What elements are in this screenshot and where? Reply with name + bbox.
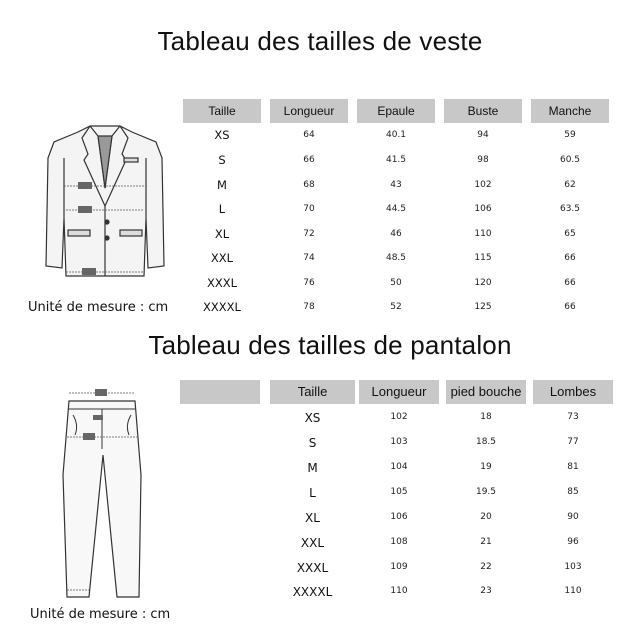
jacket-longueur-cell: 70 — [303, 204, 315, 214]
pants-pied-bouche-cell: 21 — [480, 537, 492, 547]
pants-lombes-cell: 77 — [567, 437, 579, 447]
jacket-epaule-cell: 41.5 — [385, 155, 407, 165]
jacket-buste-cell: 94 — [477, 130, 489, 140]
jacket-manche-cell: 59 — [564, 130, 576, 140]
pants-size-cell: XXXXL — [292, 585, 333, 599]
jacket-longueur-cell: 66 — [303, 155, 315, 165]
jacket-manche-cell: 62 — [564, 180, 576, 190]
jacket-buste-cell: 120 — [474, 278, 492, 288]
pants-lombes-cell: 85 — [567, 487, 579, 497]
pants-lombes-cell: 96 — [567, 537, 579, 547]
pants-size-cell: S — [308, 436, 317, 450]
jacket-longueur-cell: 74 — [303, 253, 315, 263]
jacket-epaule-cell: 48.5 — [385, 253, 407, 263]
jacket-epaule-cell: 44.5 — [385, 204, 407, 214]
pants-unit-label: Unité de mesure : cm — [30, 607, 171, 622]
jacket-manche-cell: 66 — [564, 253, 576, 263]
pants-size-cell: XXXL — [296, 561, 329, 575]
jacket-epaule-cell: 46 — [390, 229, 402, 239]
jacket-header-taille: Taille — [183, 99, 261, 123]
pants-longueur-cell: 103 — [390, 437, 408, 447]
pants-longueur-cell: 106 — [390, 512, 408, 522]
pants-size-cell: M — [307, 461, 318, 475]
pants-pied-bouche-cell: 19.5 — [475, 487, 497, 497]
pants-lombes-cell: 110 — [564, 586, 582, 596]
jacket-manche-cell: 60.5 — [559, 155, 581, 165]
pants-pied-bouche-cell: 23 — [480, 586, 492, 596]
jacket-size-cell: XXL — [210, 251, 234, 265]
pants-longueur-cell: 102 — [390, 412, 408, 422]
jacket-header-epaule: Epaule — [357, 99, 435, 123]
jacket-buste-cell: 110 — [474, 229, 492, 239]
jacket-epaule-cell: 43 — [390, 180, 402, 190]
jacket-size-cell: XL — [214, 227, 230, 241]
pants-header-lombes: Lombes — [533, 380, 613, 404]
jacket-manche-cell: 65 — [564, 229, 576, 239]
pants-pied-bouche-cell: 20 — [480, 512, 492, 522]
jacket-size-cell: L — [218, 202, 226, 216]
pants-size-cell: XS — [304, 411, 321, 425]
pants-size-cell: XL — [305, 511, 320, 525]
pants-pied-bouche-cell: 18.5 — [475, 437, 497, 447]
jacket-manche-cell: 66 — [564, 302, 576, 312]
jacket-epaule-cell: 40.1 — [385, 130, 407, 140]
pants-lombes-cell: 103 — [564, 562, 582, 572]
pants-header-pied-bouche: pied bouche — [446, 380, 526, 404]
pants-lombes-cell: 73 — [567, 412, 579, 422]
pants-longueur-cell: 110 — [390, 586, 408, 596]
pants-header-longueur: Longueur — [359, 380, 439, 404]
pants-longueur-cell: 108 — [390, 537, 408, 547]
pants-pied-bouche-cell: 19 — [480, 462, 492, 472]
jacket-unit-label: Unité de mesure : cm — [28, 300, 169, 315]
pants-size-chart-title: Tableau des tailles de pantalon — [148, 330, 512, 360]
pants-size-cell: XXL — [300, 536, 325, 550]
jacket-buste-cell: 115 — [474, 253, 492, 263]
jacket-size-chart-title: Tableau des tailles de veste — [157, 26, 483, 56]
jacket-buste-cell: 98 — [477, 155, 489, 165]
jacket-epaule-cell: 50 — [390, 278, 402, 288]
jacket-buste-cell: 125 — [474, 302, 492, 312]
jacket-size-cell: M — [217, 178, 227, 192]
jacket-size-cell: XXXXL — [203, 300, 241, 314]
jacket-longueur-cell: 76 — [303, 278, 315, 288]
pants-lombes-cell: 90 — [567, 512, 579, 522]
jacket-header-longueur: Longueur — [270, 99, 348, 123]
jacket-longueur-cell: 78 — [303, 302, 315, 312]
jacket-longueur-cell: 68 — [303, 180, 315, 190]
jacket-manche-cell: 63.5 — [559, 204, 581, 214]
jacket-longueur-cell: 72 — [303, 229, 315, 239]
jacket-size-cell: S — [218, 153, 226, 167]
jacket-size-cell: XXXL — [206, 276, 238, 290]
pants-longueur-cell: 104 — [390, 462, 408, 472]
jacket-epaule-cell: 52 — [390, 302, 402, 312]
pants-longueur-cell: 109 — [390, 562, 408, 572]
jacket-size-cell: XS — [214, 128, 230, 142]
jacket-buste-cell: 106 — [474, 204, 492, 214]
jacket-header-manche: Manche — [531, 99, 609, 123]
pants-pied-bouche-cell: 18 — [480, 412, 492, 422]
jacket-longueur-cell: 64 — [303, 130, 315, 140]
pants-longueur-cell: 105 — [390, 487, 408, 497]
pants-header-taille: Taille — [270, 380, 355, 404]
jacket-buste-cell: 102 — [474, 180, 492, 190]
pants-size-cell: L — [309, 486, 316, 500]
pants-header-blank — [180, 380, 260, 404]
pants-pied-bouche-cell: 22 — [480, 562, 492, 572]
pants-lombes-cell: 81 — [567, 462, 579, 472]
jacket-header-buste: Buste — [444, 99, 522, 123]
trousers-diagram-icon — [55, 385, 150, 600]
jacket-manche-cell: 66 — [564, 278, 576, 288]
suit-jacket-diagram-icon — [40, 118, 170, 283]
